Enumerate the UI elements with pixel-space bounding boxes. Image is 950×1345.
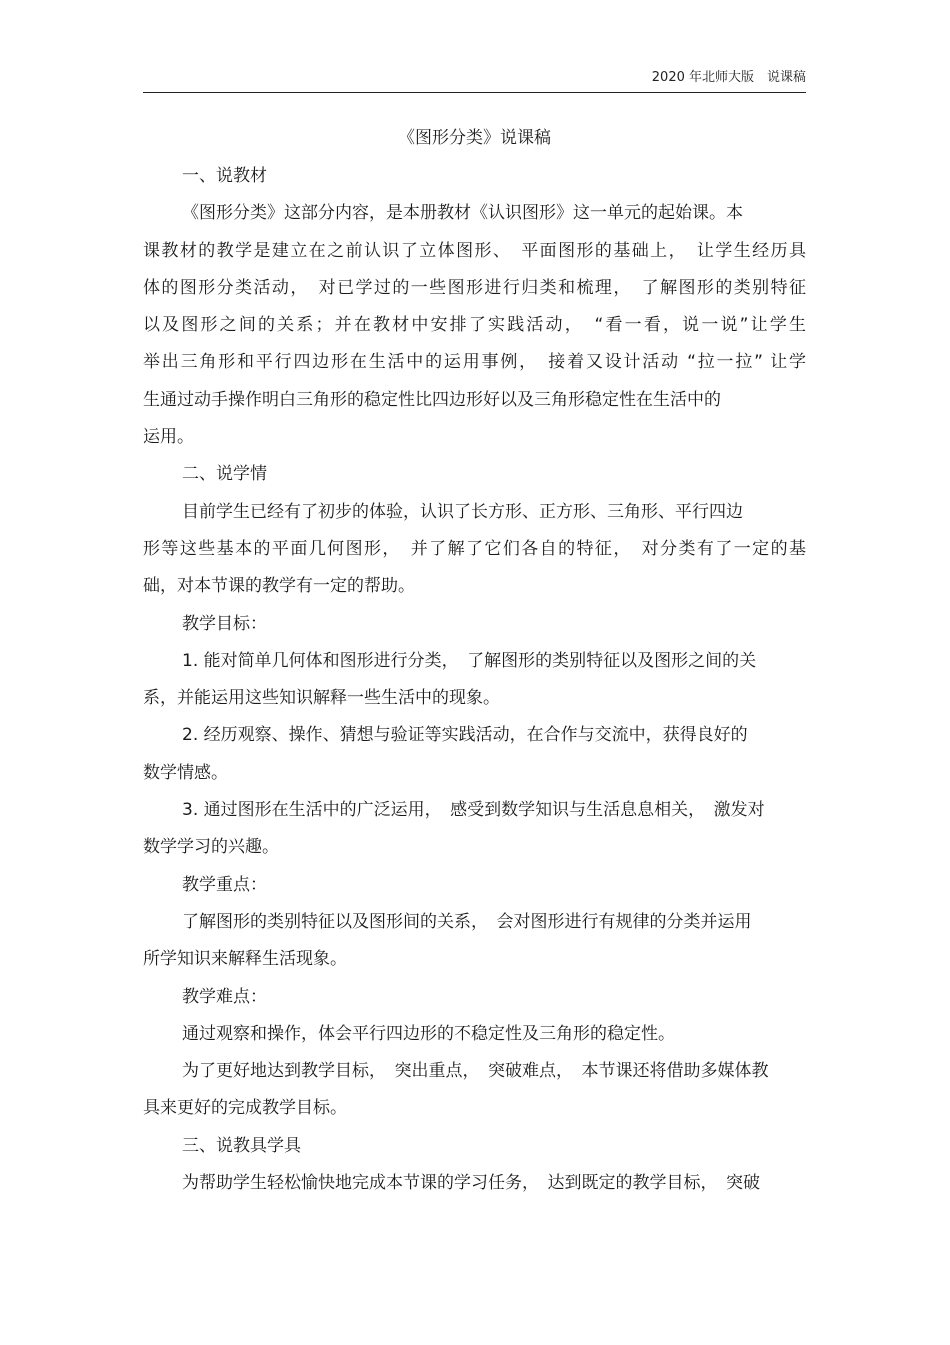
subheading-teaching-goals: 教学目标： <box>182 613 267 634</box>
paragraph-line: 础，对本节课的教学有一定的帮助。 <box>143 576 415 597</box>
page-header <box>143 68 806 93</box>
header-text: 2020 年北师大版 说课稿 <box>651 70 806 85</box>
paragraph-line: 生通过动手操作明白三角形的稳定性比四边形好以及三角形稳定性在生活中的 <box>143 389 721 410</box>
paragraph-line: 了解图形的类别特征以及图形间的关系， 会对图形进行有规律的分类并运用 <box>182 911 752 932</box>
paragraph-line: 数学情感。 <box>143 762 228 783</box>
paragraph-line: 举出三角形和平行四边形在生活中的运用事例， 接着又设计活动 “拉一拉” 让学 <box>143 352 806 373</box>
section-heading: 二、说学情 <box>182 464 267 485</box>
paragraph-line: 课教材的教学是建立在之前认识了立体图形、 平面图形的基础上， 让学生经历具 <box>143 240 806 261</box>
paragraph-line: 形等这些基本的平面几何图形， 并了解了它们各自的特征， 对分类有了一定的基 <box>143 538 806 559</box>
goal-item-3: 3. 通过图形在生活中的广泛运用， 感受到数学知识与生活息息相关， 激发对 <box>182 800 765 821</box>
paragraph-line: 运用。 <box>143 427 194 448</box>
paragraph-line: 以及图形之间的关系；并在教材中安排了实践活动， “看一看，说一说”让学生 <box>143 315 806 336</box>
subheading-difficulties: 教学难点： <box>182 986 267 1007</box>
paragraph-line: 《图形分类》这部分内容，是本册教材《认识图形》这一单元的起始课。本 <box>182 203 743 224</box>
paragraph-line: 数学学习的兴趣。 <box>143 837 279 858</box>
paragraph-line: 体的图形分类活动， 对已学过的一些图形进行归类和梳理， 了解图形的类别特征 <box>143 277 806 298</box>
paragraph-line: 所学知识来解释生活现象。 <box>143 949 347 970</box>
paragraph-line: 为了更好地达到教学目标， 突出重点， 突破难点， 本节课还将借助多媒体教 <box>182 1061 769 1082</box>
section-heading: 三、说教具学具 <box>182 1135 301 1156</box>
paragraph-line: 具来更好的完成教学目标。 <box>143 1098 347 1119</box>
goal-item-1: 1. 能对简单几何体和图形进行分类， 了解图形的类别特征以及图形之间的关 <box>182 650 757 671</box>
subheading-key-points: 教学重点： <box>182 874 267 895</box>
paragraph-line: 为帮助学生轻松愉快地完成本节课的学习任务， 达到既定的教学目标， 突破 <box>182 1173 760 1194</box>
paragraph-line: 通过观察和操作，体会平行四边形的不稳定性及三角形的稳定性。 <box>182 1023 675 1044</box>
section-heading: 一、说教材 <box>182 166 267 186</box>
document-body <box>143 158 806 1202</box>
goal-item-2: 2. 经历观察、操作、猜想与验证等实践活动，在合作与交流中，获得良好的 <box>182 725 748 746</box>
document-title: 《图形分类》说课稿 <box>398 128 551 148</box>
paragraph-line: 目前学生已经有了初步的体验，认识了长方形、正方形、三角形、平行四边 <box>182 501 743 522</box>
paragraph-line: 系，并能运用这些知识解释一些生活中的现象。 <box>143 688 500 709</box>
